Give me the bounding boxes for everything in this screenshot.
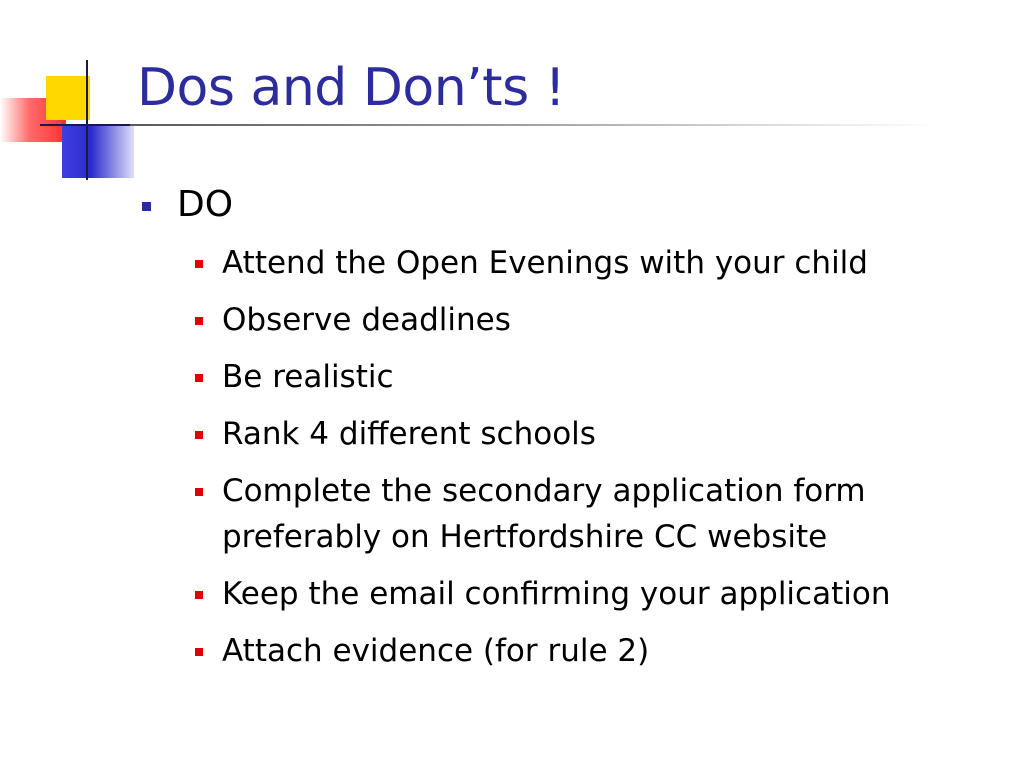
red-square-bullet-icon	[195, 260, 203, 268]
list-item-text: Be realistic	[222, 359, 394, 395]
red-square-bullet-icon	[195, 648, 203, 656]
list-item-text: Attend the Open Evenings with your child	[222, 245, 868, 281]
list-item-text: Keep the email confirming your application	[222, 576, 891, 612]
list-item	[192, 240, 1012, 286]
list-item-text: Observe deadlines	[222, 302, 511, 338]
slide-title: Dos and Don’ts !	[137, 58, 566, 118]
list-item	[192, 468, 1012, 560]
list-item-text: Complete the secondary application form preferably on Hertfordshire CC website	[222, 473, 866, 555]
list-item	[192, 354, 1012, 400]
level1-item	[142, 180, 233, 230]
list-item-text: Attach evidence (for rule 2)	[222, 633, 650, 669]
red-square-bullet-icon	[195, 431, 203, 439]
list-item	[192, 571, 1012, 617]
list-item	[192, 411, 1012, 457]
red-square-bullet-icon	[195, 591, 203, 599]
red-square-bullet-icon	[195, 317, 203, 325]
list-item	[192, 628, 1012, 674]
do-heading: DO	[177, 184, 234, 225]
square-bullet-icon	[142, 202, 151, 211]
red-square-bullet-icon	[195, 488, 203, 496]
list-item	[192, 297, 1012, 343]
red-square-bullet-icon	[195, 374, 203, 382]
list-item-text: Rank 4 different schools	[222, 416, 596, 452]
do-list	[192, 240, 1012, 685]
